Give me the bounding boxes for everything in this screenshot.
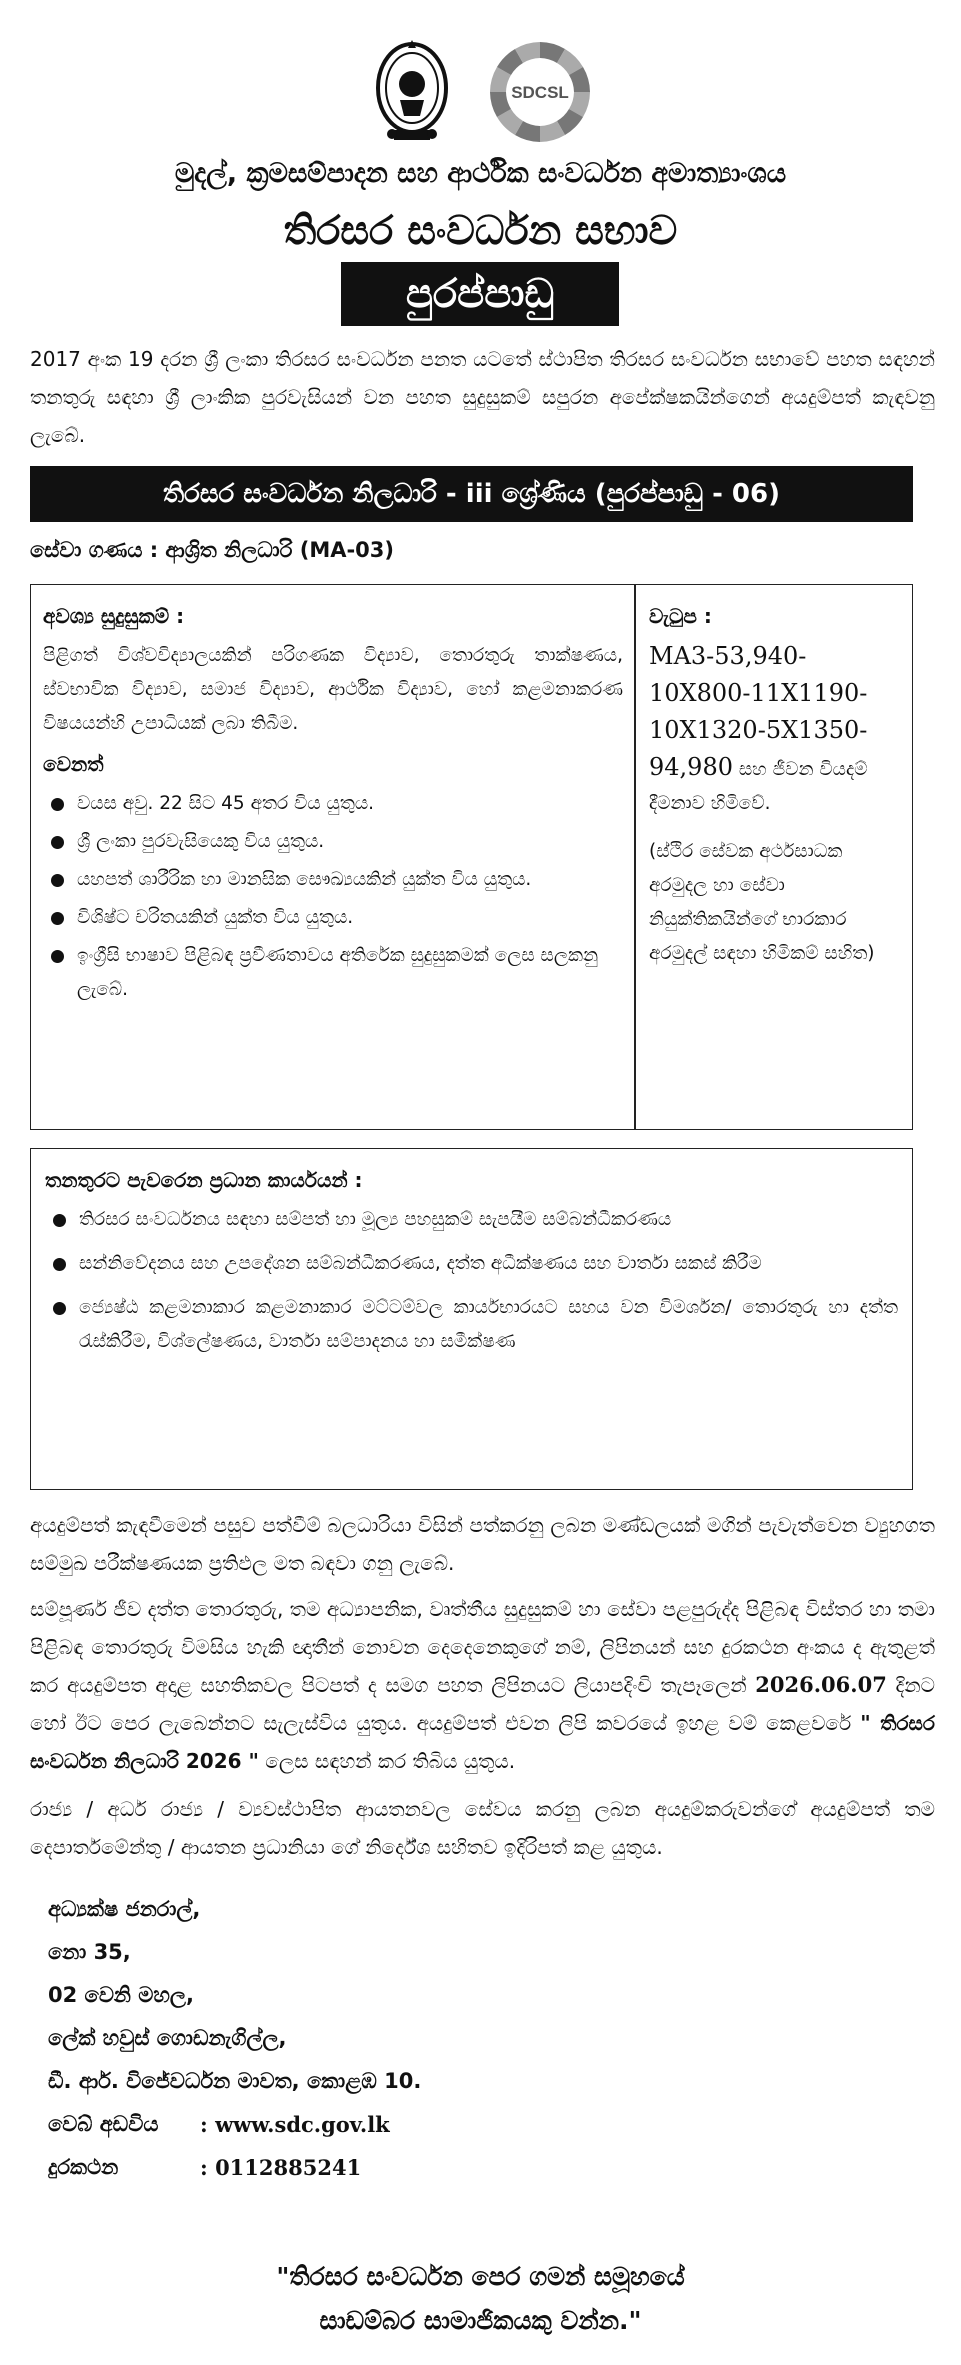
salary-column: [649, 599, 905, 971]
duties-heading: තනතුරට පැවරෙන ප්‍රධාන කාර්යයන් :: [45, 1168, 363, 1192]
logo-strip: [0, 38, 961, 148]
website-link[interactable]: : www.sdc.gov.lk: [200, 2112, 390, 2137]
sdcsl-logo-text: SDCSL: [511, 83, 569, 102]
address-line: ඩී. ආර්. විජේවර්ධන මාවත, කොළඹ 10.: [48, 2069, 422, 2093]
degree-qualification: පිළිගත් විශ්වවිද්‍යාලයකින් පරිගණක විද්‍යාව, තොරතුරු තාක්ෂණය, ස්වභාවික විද්‍යාව, සමාජ විද්‍යාව, ආර්ථික විද්‍යාව, හෝ කළමනාකරණ විෂයයන්හි උපාධියක් ලබා තිබීම.: [43, 645, 623, 734]
slogan-line: සාඩම්බර සාමාජිකයකු වන්න.": [319, 2306, 642, 2335]
application-paragraph: [30, 1590, 935, 1780]
salary-heading: වැටුප :: [649, 604, 712, 628]
selection-paragraph: අයදුම්පත් කැඳවීමෙන් පසුව පත්වීම් බලධාරියා විසින් පත්කරනු ලබන මණ්ඩලයක් මගින් පැවැත්වෙන ව්‍යුහගත සම්මුඛ පරීක්ෂණයක ප්‍රතිඵල මත බඳවා ගනු ලැබේ.: [30, 1513, 935, 1575]
sri-lanka-emblem-icon: [372, 38, 452, 146]
slogan-line: "තිරසර සංවර්ධන පෙර ගමන් සමූහයේ: [276, 2262, 685, 2291]
application-text-3: ලෙස සඳහන් කර තිබිය යුතුය.: [265, 1749, 516, 1773]
envelope-label: " තිරසර සංවර්ධන නිලධාරි 2026 ": [30, 1711, 935, 1773]
address-line: 02 වෙනි මහල,: [48, 1983, 194, 2007]
phone-number: : 0112885241: [200, 2155, 362, 2180]
application-text-1: සම්පූර්ණ ජීව දත්ත තොරතුරු, තම අධ්‍යාපනික, වෘත්තීය සුදුසුකම් හා සේවා පළපුරුද්ද පිළිබඳ විස්තර හා තමා පිළිබඳ තොරතුරු විමසිය හැකි ඥාතීන් නොවන දෙදෙනෙකුගේ නම්, ලිපිනයන් සහ දුරකථන අංකය ද ඇතුළත් කර අයදුම්පත අදාළ සහතිකවල පිටපත් ද සමග පහත ලිපිනයට ලියාපදිංචි තැපෑලෙන්: [30, 1597, 935, 1697]
list-item: ඉංග්‍රීසි භාෂාව පිළිබඳ ප්‍රවීණතාවය අතිරේක සුදුසුකමක් ලෙස සලකනු ලැබේ.: [43, 939, 623, 1007]
sdcsl-logo-icon: [486, 38, 594, 146]
requirements-heading: අවශ්‍ය සුදුසුකම් :: [43, 604, 185, 628]
address-line: නො 35,: [48, 1940, 131, 1964]
slogan: [0, 2255, 961, 2343]
duties-box: [30, 1148, 913, 1490]
application-text-2: දිනට හෝ ඊට පෙර ලැබෙන්නට සැලැස්විය යුතුය. අයදුම්පත් එවන ලිපි කවරයේ ඉහළ වම් කෙළවරේ: [30, 1673, 936, 1735]
salary-scale: MA3-53,940-10X800-11X1190-10X1320-5X1350-94,980: [649, 642, 868, 781]
service-category: සේවා ගණය : ආශ්‍රිත නිලධාරි (MA-03): [30, 538, 394, 562]
phone-row: [48, 2146, 421, 2189]
list-item: ශ්‍රී ලංකා පුරවැසියෙකු විය යුතුය.: [43, 825, 623, 859]
address-line: ලේක් හවුස් ගොඩනැගිල්ල,: [48, 2026, 287, 2050]
other-heading: වෙනත්: [43, 752, 104, 776]
list-item: වයස අවු. 22 සිට 45 අතර විය යුතුය.: [43, 787, 623, 821]
other-requirements-list: [43, 787, 623, 1007]
closing-date: 2026.06.07: [755, 1672, 887, 1697]
list-item: යහපත් ශාරීරික හා මානසික සෞඛ්‍යයකින් යුක්ත විය යුතුය.: [43, 863, 623, 897]
list-item: විශිෂ්ට චරිතයකින් යුක්ත විය යුතුය.: [43, 901, 623, 935]
phone-label: දුරකථන: [48, 2155, 119, 2179]
table-divider: [634, 585, 636, 1129]
address-block: [48, 1888, 421, 2189]
ministry-name: මුදල්, ක්‍රමසම්පාදන සහ ආර්ථික සංවර්ධන අමාත්‍යාංශය: [174, 158, 787, 189]
post-title: තිරසර සංවර්ධන නිලධාරි - iii ශ්‍රේණිය (පුරප්පාඩු - 06): [30, 466, 913, 522]
duties-list: [45, 1203, 898, 1359]
list-item: සන්නිවේදනය සහ උපදේශන සම්බන්ධීකරණය, දත්ත අධීක්ෂණය සහ වාර්තා සකස් කිරීම: [45, 1247, 898, 1281]
government-applicants-paragraph: රාජ්‍ය / අර්ධ රාජ්‍ය / ව්‍යවස්ථාපිත ආයතනවල සේවය කරනු ලබන අයදුම්කරුවන්ගේ අයදුම්පත් තම දෙපාර්තමේන්තු / ආයතන ප්‍රධානියා ගේ නිර්දේශ සහිතව ඉදිරිපත් කළ යුතුය.: [30, 1797, 935, 1859]
council-name: තිරසර සංවර්ධන සභාව: [283, 208, 678, 254]
salary-allowance: සහ ජීවන වියදම් දීමනාව හිමිවේ.: [649, 759, 868, 814]
salary-block: [649, 639, 905, 821]
vacancy-title: පුරප්පාඩු: [341, 262, 619, 326]
list-item: ජ්‍යෙෂ්ඨ කළමනාකාර කළමනාකාර මට්ටම්වල කාර්යභාරයට සහය වන විමර්ශන/ තොරතුරු හා දත්ත රැස්කිරීම, විශ්ලේෂණය, වාර්තා සම්පාදනය හා සමීක්ෂණ: [45, 1291, 898, 1359]
salary-note: (ස්ථිර සේවක අර්ථසාධක අරමුදල හා සේවා නියුක්තිකයින්ගේ භාරකාර අරමුදල් සඳහා හිමිකම් සහිත): [649, 841, 875, 964]
requirements-column: [43, 599, 623, 1011]
requirements-table: [30, 584, 913, 1130]
intro-paragraph: 2017 අංක 19 දරන ශ්‍රී ලංකා තිරසර සංවර්ධන පනත යටතේ ස්ථාපිත තිරසර සංවර්ධන සභාවේ පහත සඳහන් තනතුරු සඳහා ශ්‍රී ලාංකික පුරවැසියන් වන පහත සුදුසුකම් සපුරන අපේක්ෂකයින්ගෙන් අයදුම්පත් කැඳවනු ලැබේ.: [30, 347, 935, 447]
list-item: තිරසර සංවර්ධනය සඳහා සම්පත් හා මූල්‍ය පහසුකම් සැපයීම සම්බන්ධීකරණය: [45, 1203, 898, 1237]
address-line: අධ්‍යක්ෂ ජනරාල්,: [48, 1897, 201, 1921]
website-label: වෙබ් අඩවිය: [48, 2112, 159, 2136]
website-row: [48, 2103, 421, 2146]
